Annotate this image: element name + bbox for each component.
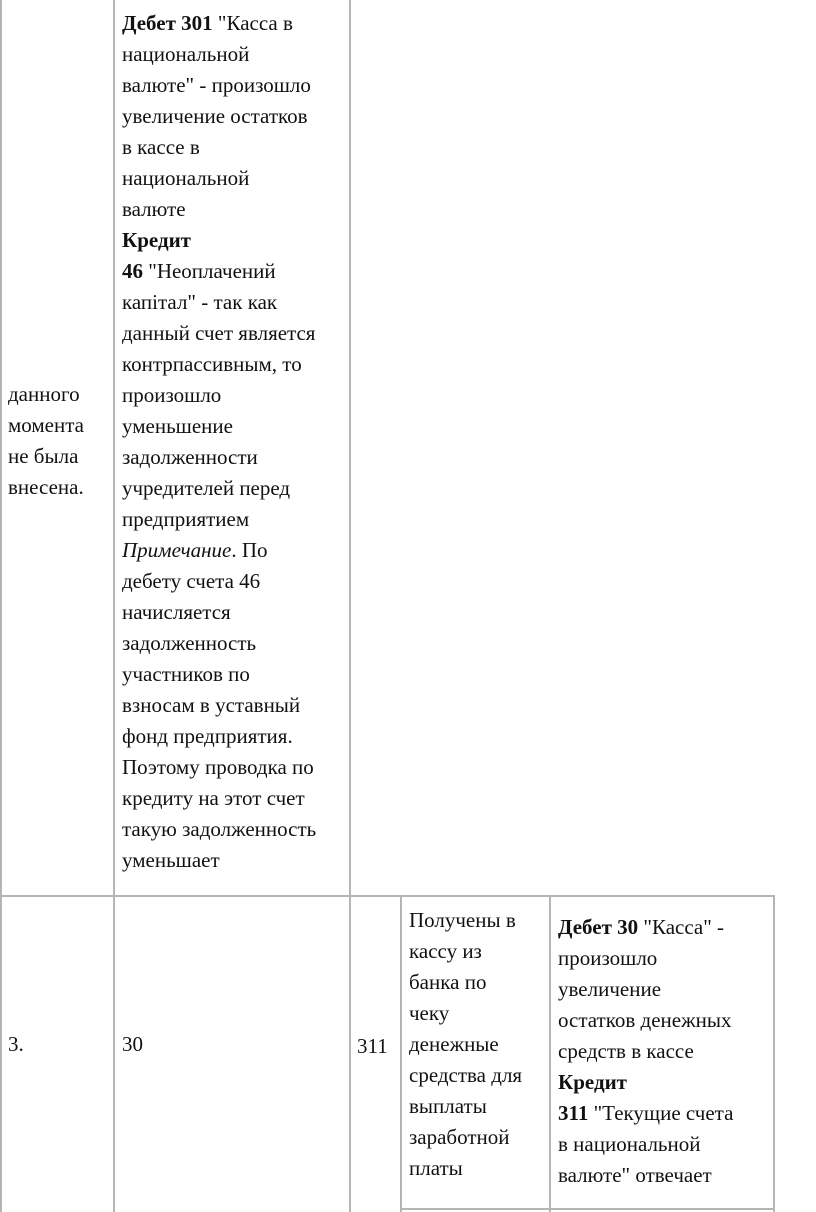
cell-text-line: Поэтому проводка по [122,755,314,779]
credit-account: 311 [558,1101,589,1125]
cell-text-line: валюте [122,197,186,221]
cell-text-line: уменьшает [122,848,220,872]
credit-account: 46 [122,259,143,283]
cell-text-line: данного [8,382,80,406]
table-cell-description [409,905,547,1184]
entry-credit-label [122,225,347,256]
cell-text-line: учредителей перед [122,476,291,500]
cell-text-line: начисляется [122,600,231,624]
table-cell-number [8,1029,24,1060]
cell-text-line: чеку [409,1001,450,1025]
entry-debit [122,8,347,39]
cell-text-line: заработной [409,1125,510,1149]
entry-credit [558,1098,771,1129]
credit-account: 311 [357,1034,388,1058]
cell-text-line: участников по [122,662,250,686]
cell-text-line: увеличение [558,977,662,1001]
cell-text-line: задолженность [122,631,257,655]
table-border [0,895,775,897]
table-border [113,0,115,1212]
debit-label: Дебет 30 [558,915,639,939]
table-cell-debit-account [122,1029,143,1060]
cell-text-line: произошло [558,946,658,970]
cell-text-line: в национальной [558,1132,701,1156]
cell-text-line: дебету счета 46 [122,569,261,593]
entry-credit-label [558,1067,771,1098]
credit-name: "Неоплачений [148,259,276,283]
cell-text-line: капітал" - так как [122,290,278,314]
cell-text-line: денежные [409,1032,499,1056]
cell-text-line: контрпассивным, то [122,352,302,376]
table-border [773,897,775,1212]
debit-name: "Касса" - [643,915,725,939]
debit-account: 30 [122,1032,143,1056]
entry-note [122,535,347,566]
cell-text-line: увеличение остатков [122,104,308,128]
cell-text-line: остатков денежных [558,1008,732,1032]
table-border [400,1208,775,1210]
table-cell-explanation [122,8,347,876]
cell-text-line: валюте" - произошло [122,73,311,97]
row-number: 3. [8,1032,24,1056]
table-cell-credit-account [357,1031,388,1062]
credit-name: "Текущие счета [593,1101,734,1125]
cell-text-line: такую задолженность [122,817,317,841]
cell-text-line: средства для [409,1063,523,1087]
cell-text-line: банка по [409,970,487,994]
table-border [400,897,402,1212]
cell-text-line: предприятием [122,507,250,531]
cell-text-line: фонд предприятия. [122,724,293,748]
cell-text-line: внесена. [8,475,84,499]
table-border [0,0,2,1212]
note-first: . По [231,538,268,562]
credit-label: Кредит [558,1070,627,1094]
cell-text-line: Получены в [409,908,516,932]
cell-text-line: в кассе в [122,135,200,159]
cell-text-line: валюте" отвечает [558,1163,712,1187]
cell-text-line: национальной [122,42,250,66]
table-border [549,897,551,1212]
table-border [349,0,351,1212]
credit-label: Кредит [122,228,191,252]
cell-text-line: кредиту на этот счет [122,786,305,810]
cell-text-line: уменьшение [122,414,233,438]
debit-name: "Касса в [217,11,293,35]
cell-text-line: средств в кассе [558,1039,694,1063]
cell-text-line: данный счет является [122,321,316,345]
cell-text-line: момента [8,413,84,437]
cell-text-line: произошло [122,383,222,407]
debit-label: Дебет 301 [122,11,213,35]
cell-text-line: национальной [122,166,250,190]
cell-text-line: взносам в уставный [122,693,301,717]
table-cell-explanation [558,912,771,1191]
cell-text-line: кассу из [409,939,482,963]
cell-text-line: задолженности [122,445,258,469]
note-label: Примечание [122,538,232,562]
cell-text-line: платы [409,1156,463,1180]
entry-credit [122,256,347,287]
table-cell-continuation [8,379,108,503]
entry-debit [558,912,771,943]
cell-text-line: не была [8,444,79,468]
cell-text-line: выплаты [409,1094,487,1118]
